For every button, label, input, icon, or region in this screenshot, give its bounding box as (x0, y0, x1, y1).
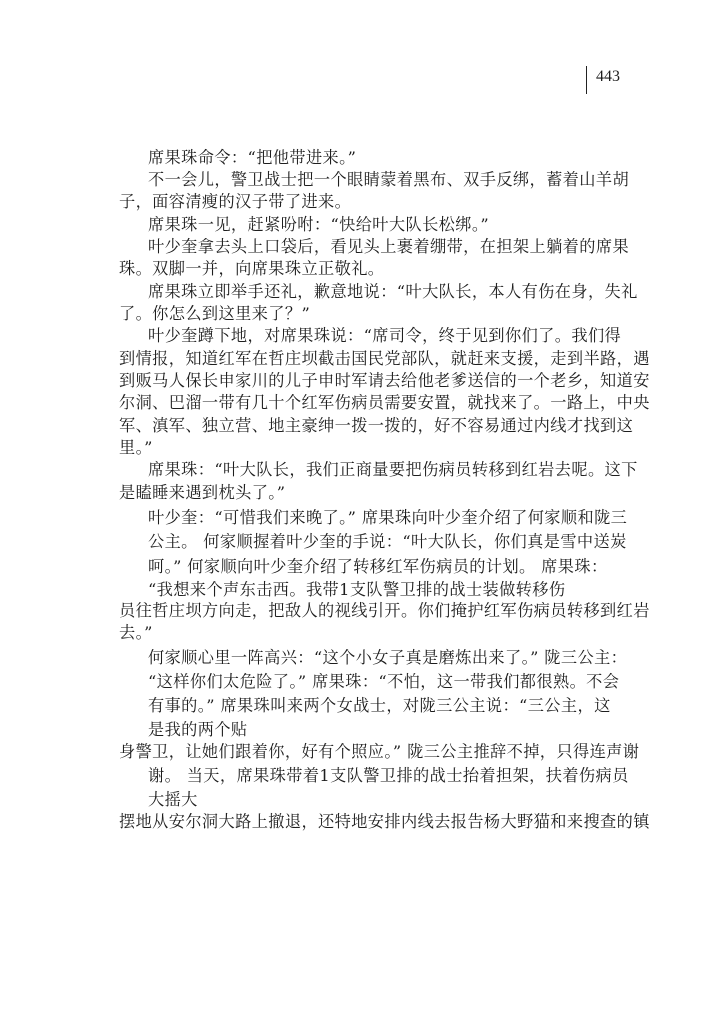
page-number: 443 (596, 68, 620, 85)
text-line: 尔洞、巴溜一带有几十个红军伤病员需要安置，就找来了。一路上，中央 (119, 393, 650, 412)
text-line: 有事的。” 席果珠叫来两个女战士，对陇三公主说：“三公主，这 (148, 696, 611, 715)
text-line: 席果珠一见，赶紧吩咐：“快给叶大队长松绑。” (148, 215, 489, 234)
text-line: 席果珠立即举手还礼，歉意地说：“叶大队长，本人有伤在身，失礼 (148, 282, 638, 301)
text-line: 去。” (119, 623, 153, 642)
text-line: 是瞌睡来遇到枕头了。” (119, 483, 286, 502)
text-line: “我想来个声东击西。我带1支队警卫排的战士装做转移伤 (148, 580, 566, 599)
text-line: 了。你怎么到这里来了？” (119, 304, 311, 323)
text-line: 呵。” 何家顺向叶少奎介绍了转移红军伤病员的计划。 席果珠： (148, 557, 608, 576)
text-line: 到情报，知道红军在哲庄坝截击国民党部队，就赶来支援，走到半路，遇 (119, 349, 650, 368)
text-line: 不一会儿，警卫战士把一个眼睛蒙着黑布、双手反绑，蓄着山羊胡 (148, 170, 630, 189)
page-number-rule (586, 66, 587, 94)
text-line: 里。” (119, 438, 153, 457)
text-line: 珠。双脚一并，向席果珠立正敬礼。 (119, 259, 385, 278)
text-line: 摆地从安尔洞大路上撤退，还特地安排内线去报告杨大野猫和来搜查的镇 (119, 812, 650, 831)
text-line: 公主。 何家顺握着叶少奎的手说：“叶大队长，你们真是雪中送炭 (148, 532, 627, 551)
text-line: 叶少奎：“可惜我们来晚了。” 席果珠向叶少奎介绍了何家顺和陇三 (148, 508, 628, 527)
text-line: “这样你们太危险了。” 席果珠：“不怕，这一带我们都很熟。不会 (148, 672, 620, 691)
text-line: 谢。 当天，席果珠带着1支队警卫排的战士抬着担架，扶着伤病员 (148, 766, 629, 785)
text-line: 身警卫，让她们跟着你，好有个照应。” 陇三公主推辞不掉，只得连声谢 (119, 742, 640, 761)
text-line: 到贩马人保长申家川的儿子申时军请去给他老爹送信的一个老乡，知道安 (119, 371, 650, 390)
text-line: 叶少奎拿去头上口袋后，看见头上裹着绷带，在担架上躺着的席果 (148, 237, 630, 256)
text-line: 叶少奎蹲下地，对席果珠说：“席司令，终于见到你们了。我们得 (148, 326, 622, 345)
text-line: 何家顺心里一阵高兴：“这个小女子真是磨炼出来了。” 陇三公主： (148, 648, 628, 667)
text-line: 席果珠：“叶大队长，我们正商量要把伤病员转移到红岩去呢。这下 (148, 460, 638, 479)
text-line: 大摇大 (148, 790, 198, 809)
text-line: 子，面容清瘦的汉子带了进来。 (119, 192, 352, 211)
text-line: 席果珠命令：“把他带进来。” (148, 148, 357, 167)
text-line: 军、滇军、独立营、地主豪绅一拨一拨的，好不容易通过内线才找到这 (119, 416, 634, 435)
text-line: 是我的两个贴 (148, 720, 248, 739)
text-line: 员往哲庄坝方向走，把敌人的视线引开。你们掩护红军伤病员转移到红岩 (119, 601, 650, 620)
